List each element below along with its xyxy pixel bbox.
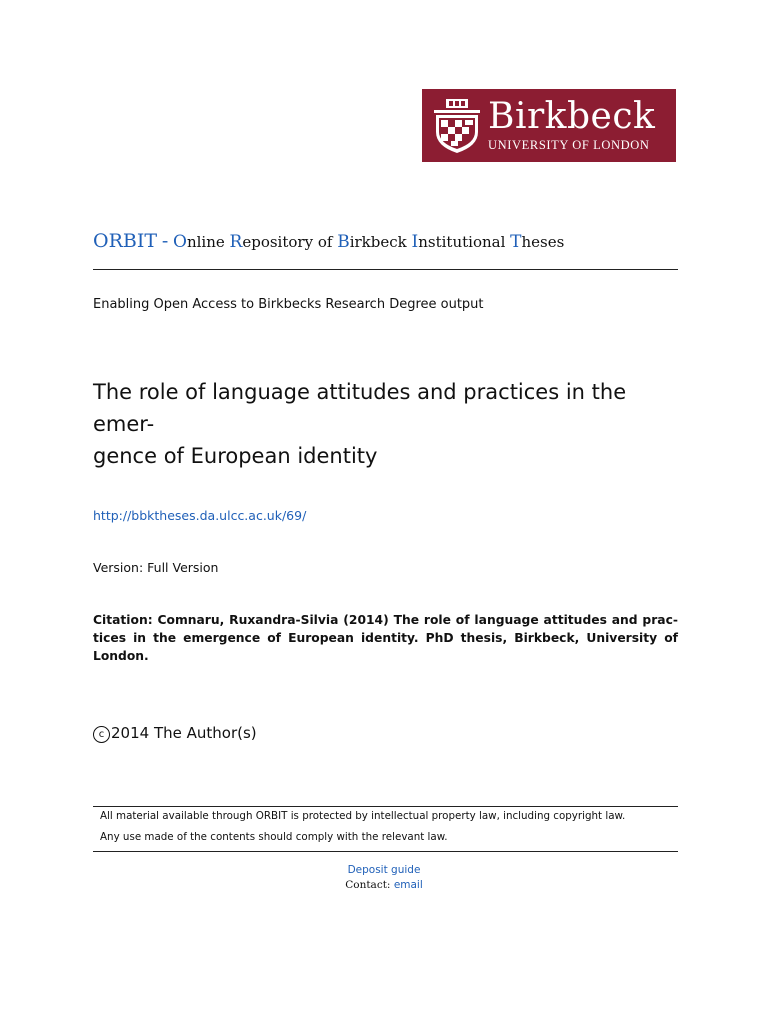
orbit-dash: - xyxy=(161,230,169,252)
title-line: gence of European identity xyxy=(93,444,378,468)
deposit-guide-link[interactable]: Deposit guide xyxy=(347,864,421,876)
orbit-name: ORBIT xyxy=(93,230,158,252)
orbit-header xyxy=(93,230,564,252)
deposit-guide-row xyxy=(0,864,768,876)
notice-bottom-divider xyxy=(93,851,678,852)
notice-line: All material available through ORBIT is protected by intellectual property law, including copyright law. xyxy=(100,810,626,822)
header-divider xyxy=(93,269,678,270)
notice-top-divider xyxy=(93,806,678,807)
contact-label: Contact: xyxy=(345,879,391,891)
citation-line: tices in the emergence of European identity. PhD thesis, Birkbeck, University of xyxy=(93,631,678,645)
logo-name: Birkbeck xyxy=(488,96,656,137)
orbit-word: Online xyxy=(173,232,225,252)
orbit-word: Repository xyxy=(229,232,314,252)
thesis-url-link[interactable]: http://bbktheses.da.ulcc.ac.uk/69/ xyxy=(93,508,307,523)
citation xyxy=(93,611,678,665)
logo-subtitle: UNIVERSITY OF LONDON xyxy=(488,138,650,152)
citation-line: Citation: Comnaru, Ruxandra-Silvia (2014) The role of language attitudes and prac- xyxy=(93,613,678,627)
crest-icon xyxy=(432,98,482,154)
orbit-word: Theses xyxy=(510,232,565,252)
orbit-word: Birkbeck xyxy=(337,232,407,252)
email-link[interactable]: email xyxy=(393,879,423,891)
title-line: The role of language attitudes and practices in the emer- xyxy=(93,380,627,436)
thesis-title xyxy=(93,376,683,472)
tagline: Enabling Open Access to Birkbecks Research Degree output xyxy=(93,297,484,312)
copyright-icon: c xyxy=(93,726,110,743)
copyright-text: 2014 The Author(s) xyxy=(111,724,257,742)
birkbeck-logo xyxy=(422,89,676,162)
version-text: Version: Full Version xyxy=(93,560,219,575)
notice-line: Any use made of the contents should comply with the relevant law. xyxy=(100,831,448,843)
citation-line: London. xyxy=(93,649,149,663)
copyright xyxy=(93,724,257,743)
orbit-word: of xyxy=(317,233,333,251)
logo-text xyxy=(488,98,655,153)
contact-row xyxy=(0,879,768,891)
orbit-word: Institutional xyxy=(411,232,506,252)
